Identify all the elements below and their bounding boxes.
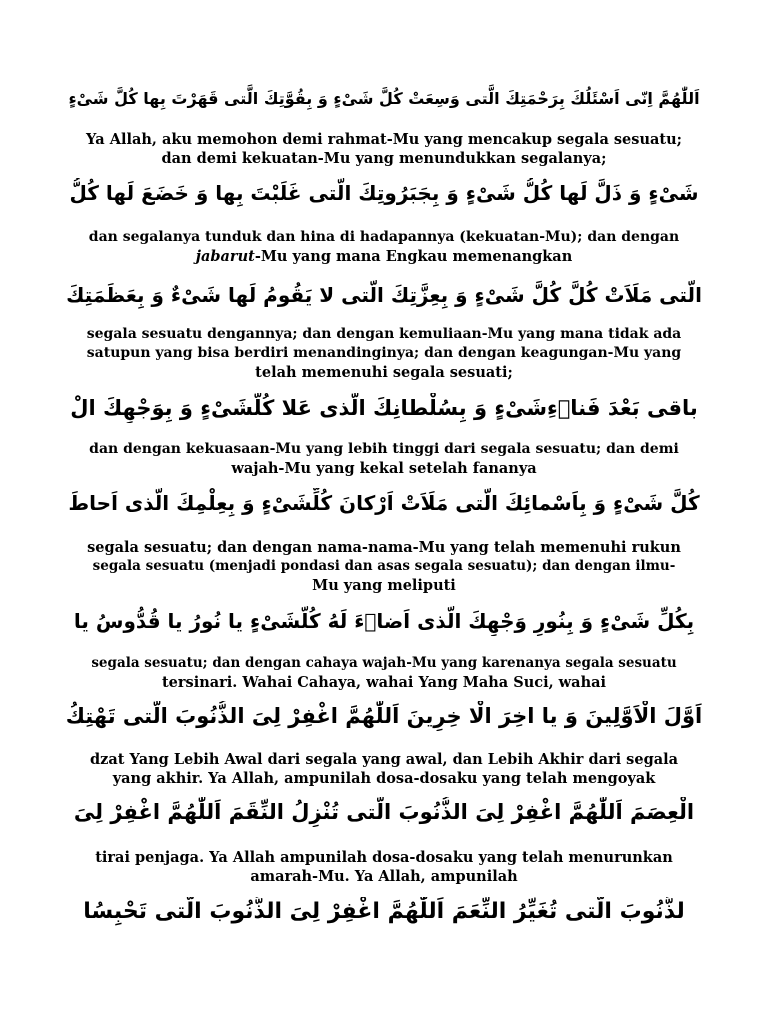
translation-paragraph [84, 654, 684, 692]
arabic-verse: شَىْءٍ وَ ذَلَّ لَها كُلُّ شَىْءٍ وَ بِجَبَرُوتِكَ الَّتى غَلَبْتَ بِها وَ خَضَعَ لَها كُلُّ [69, 181, 699, 205]
translation-line: dzat Yang Lebih Awal dari segala yang awal, dan Lebih Akhir dari segala [89, 751, 679, 768]
translation-paragraph [84, 325, 684, 382]
arabic-verse: الَّتى مَلَاَتْ كُلَّ كُلَّ شَىْءٍ وَ بِعِزَّتِكَ الَّتى لا يَقُومُ لَها شَىْءٌ وَ بِعَظَمَتِكَ [66, 283, 702, 307]
translation-line: satupun yang bisa berdiri menandinginya; dan dengan keagungan-Mu yang [86, 345, 682, 361]
translation-line: dan dengan kekuasaan-Mu yang lebih tinggi dari segala sesuatu; dan demi [89, 441, 679, 457]
translation-line: yang akhir. Ya Allah, ampunilah dosa-dosaku yang telah mengoyak [112, 770, 656, 787]
translation-line: dan segalanya tunduk dan hina di hadapannya (kekuatan-Mu); dan dengan [88, 229, 680, 245]
translation-line: segala sesuatu; dan dengan cahaya wajah-Mu yang karenanya segala sesuatu [91, 655, 677, 671]
arabic-verse: بِكُلِّ شَىْءٍ وَ بِنُورِ وَجْهِكَ الَّذى اَضاۤءَ لَهُ كُلُّشَىْءٍ يا نُورُ يا قُدُّوسُ يا [73, 609, 695, 633]
translation-line [84, 247, 684, 266]
translation-text: -Mu yang mana Engkau memenangkan [254, 248, 573, 265]
translation-line: amarah-Mu. Ya Allah, ampunilah [250, 868, 518, 885]
translation-paragraph [84, 440, 684, 478]
translation-line: Mu yang meliputi [312, 577, 456, 594]
arabic-verse: اَللّٰهُمَّ اِنّى اَسْئَلُكَ بِرَحْمَتِكَ الَّتى وَسِعَتْ كُلَّ شَىْءٍ وَ بِقُوَّتِكَ الَّتى قَهَرْتَ بِها كُلَّ شَىْءٍ [68, 89, 700, 108]
arabic-verse: باقى بَعْدَ فَناۤءِشَىْءٍ وَ بِسُلْطانِكَ الَّذى عَلا كُلَّشَىْءٍ وَ بِوَجْهِكَ الْ [70, 396, 698, 420]
translation-paragraph [84, 228, 684, 266]
arabic-verse: الْعِصَمَ اَللّٰهُمَّ اغْفِرْ لِىَ الذُّنُوبَ الَّتى تُنْزِلُ النِّقَمَ اَللّٰهُمَّ اغْفِرْ لِىَ [73, 800, 695, 824]
translation-paragraph [84, 130, 684, 168]
translation-line: Ya Allah, aku memohon demi rahmat-Mu yang mencakup segala sesuatu; [86, 131, 682, 148]
translation-line: segala sesuatu (menjadi pondasi dan asas segala sesuatu); dan dengan ilmu- [92, 558, 676, 574]
translation-line: tersinari. Wahai Cahaya, wahai Yang Maha Suci, wahai [161, 674, 607, 691]
translation-paragraph [84, 538, 684, 595]
arabic-verse: لذُّنُوبَ الَّتى تُغَيِّرُ النِّعَمَ اَللّٰهُمَّ اغْفِرْ لِىَ الذُّنُوبَ الَّتى تَحْبِسُا [83, 899, 685, 924]
arabic-verse: كُلَّ شَىْءٍ وَ بِاَسْمائِكَ الَّتى مَلَاَتْ اَرْكانَ كُلِّشَىْءٍ وَ بِعِلْمِكَ الَّذى اَحاطَ [68, 491, 700, 515]
translation-line: tirai penjaga. Ya Allah ampunilah dosa-dosaku yang telah menurunkan [95, 849, 673, 866]
translation-line: telah memenuhi segala sesuati; [255, 364, 513, 381]
arabic-verse: اَوَّلَ الْاَوَّلِينَ وَ يا اخِرَ الْا خِرِينَ اَللّٰهُمَّ اغْفِرْ لِىَ الذُّنُوبَ الَّتى تَهْتِكُ [65, 704, 703, 728]
italic-term: jabarut [195, 248, 255, 265]
translation-line: dan demi kekuatan-Mu yang menundukkan segalanya; [161, 150, 607, 167]
translation-paragraph [84, 848, 684, 886]
translation-paragraph [84, 750, 684, 788]
translation-line: segala sesuatu dengannya; dan dengan kemuliaan-Mu yang mana tidak ada [86, 326, 682, 342]
translation-line: wajah-Mu yang kekal setelah fananya [231, 460, 537, 477]
translation-line: segala sesuatu; dan dengan nama-nama-Mu yang telah memenuhi rukun [87, 539, 681, 556]
